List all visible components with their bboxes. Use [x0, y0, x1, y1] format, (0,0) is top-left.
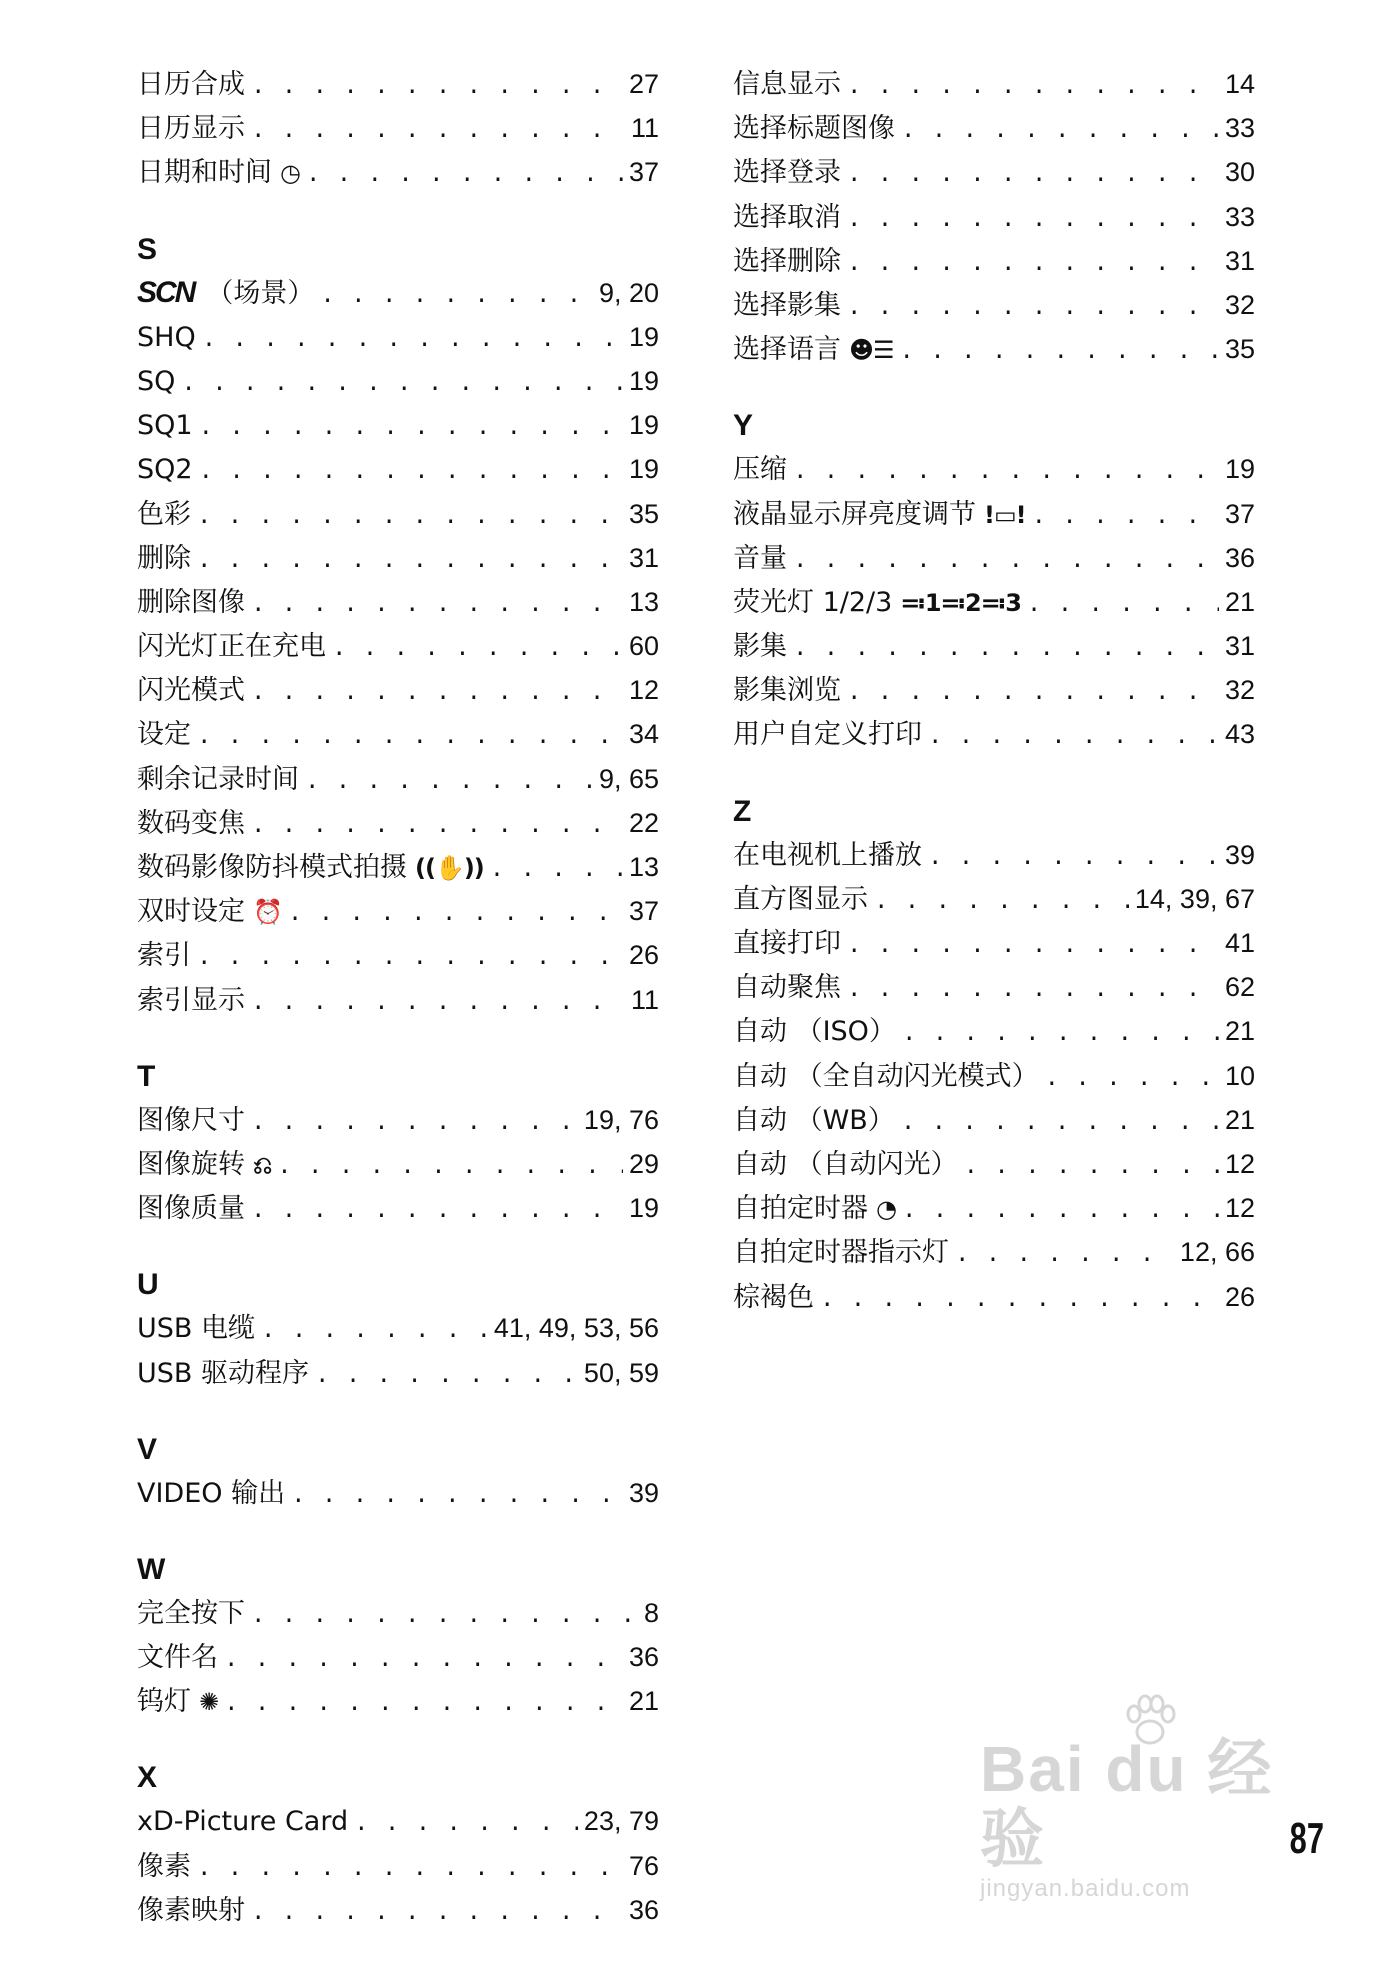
- entry-pages: 8: [643, 1597, 659, 1628]
- index-entry: [733, 712, 1255, 756]
- entry-pages: 13: [628, 586, 659, 617]
- entry-pages: 76: [628, 1850, 659, 1881]
- index-entry: [733, 921, 1255, 965]
- entry-pages: 31: [1224, 631, 1255, 662]
- index-entry: [733, 239, 1255, 283]
- dot-leader: [793, 628, 1219, 672]
- entry-term-suffix: （场景）: [206, 277, 315, 309]
- index-entry: [137, 1471, 659, 1515]
- self-timer-icon: ◔: [876, 1195, 896, 1224]
- dot-leader: [320, 275, 593, 319]
- index-entry: [137, 1635, 659, 1679]
- index-entry: [733, 1142, 1255, 1186]
- entry-pages: 14: [1224, 69, 1255, 99]
- dot-leader: [901, 1102, 1219, 1146]
- index-entry: [137, 757, 659, 801]
- index-entry: [137, 1306, 659, 1350]
- index-entry: [733, 106, 1255, 150]
- dot-leader: [354, 1803, 578, 1847]
- dot-leader: [847, 969, 1219, 1013]
- index-entry: [137, 62, 659, 106]
- index-section: [137, 1549, 659, 1724]
- entry-term: VIDEO 输出: [137, 1477, 286, 1509]
- entry-pages: 35: [628, 498, 659, 529]
- dot-leader: [288, 893, 623, 937]
- index-entry: [137, 580, 659, 624]
- entry-pages: 11: [630, 113, 659, 144]
- dot-leader: [251, 584, 623, 628]
- index-section: [137, 62, 659, 195]
- index-entry: [137, 447, 659, 491]
- dot-leader: [1032, 496, 1219, 540]
- dot-leader: [901, 110, 1219, 154]
- dot-leader: [197, 1848, 623, 1892]
- dot-leader: [847, 925, 1219, 969]
- section-letter: T: [137, 1059, 156, 1093]
- index-section: [137, 1056, 659, 1231]
- entry-term: 液晶显示屏亮度调节: [733, 498, 976, 530]
- entry-pages: 29: [628, 1148, 659, 1179]
- index-entry: [137, 536, 659, 580]
- index-entry: [137, 1142, 659, 1186]
- dot-leader: [224, 1683, 623, 1727]
- dot-leader: [315, 1355, 578, 1399]
- dot-leader: [874, 881, 1129, 925]
- entry-pages: 19: [628, 410, 659, 441]
- image-stabilizer-icon: ((✋)): [415, 854, 484, 882]
- index-entry: [733, 62, 1255, 106]
- entry-term: SQ: [137, 365, 176, 397]
- index-entry: [137, 712, 659, 756]
- dot-leader: [820, 1279, 1219, 1323]
- language-icon: ☻☰: [849, 336, 894, 365]
- fluorescent-light-icon: ≕1≕2≕3: [900, 588, 1021, 617]
- entry-pages: 33: [1224, 201, 1255, 232]
- section-letter: Z: [733, 794, 752, 828]
- index-entry: [137, 271, 659, 315]
- entry-pages: 39: [1224, 839, 1255, 870]
- entry-term: xD-Picture Card: [137, 1806, 349, 1838]
- entry-term: 选择登录: [733, 157, 841, 189]
- entry-pages: 13: [628, 852, 659, 882]
- entry-term: 自拍定时器: [733, 1193, 868, 1225]
- entry-pages: 35: [1224, 334, 1255, 365]
- entry-pages: 34: [628, 719, 659, 750]
- entry-term: 像素: [137, 1850, 191, 1882]
- entry-pages: 26: [628, 940, 659, 971]
- entry-term: SQ1: [137, 410, 193, 442]
- entry-pages: 23, 79: [583, 1806, 659, 1837]
- index-entry: [137, 845, 659, 889]
- entry-term: 数码影像防抖模式拍摄: [137, 852, 407, 883]
- dot-leader: [251, 1892, 623, 1936]
- entry-term: 压缩: [733, 454, 787, 486]
- entry-term: 自拍定时器指示灯: [733, 1237, 949, 1269]
- dot-leader: [202, 319, 623, 363]
- entry-term: 色彩: [137, 498, 191, 530]
- entry-pages: 12: [1224, 1148, 1255, 1179]
- page-number: 87: [1289, 1814, 1324, 1863]
- entry-pages: 21: [1224, 1016, 1255, 1047]
- entry-term: 选择删除: [733, 245, 841, 277]
- entry-term: 钨灯: [137, 1686, 191, 1718]
- entry-term: 选择语言: [733, 334, 841, 366]
- dot-leader: [902, 1190, 1219, 1234]
- index-entry: [733, 1054, 1255, 1098]
- entry-term: 影集浏览: [733, 675, 841, 707]
- entry-term: 自动 （自动闪光）: [733, 1148, 958, 1180]
- dot-leader: [928, 716, 1219, 760]
- dot-leader: [1027, 584, 1219, 628]
- index-entry: [733, 536, 1255, 580]
- dot-leader: [847, 199, 1219, 243]
- entry-pages: 19: [628, 454, 659, 485]
- dot-leader: [199, 407, 623, 451]
- entry-term: 文件名: [137, 1642, 218, 1674]
- entry-term: 双时设定: [137, 896, 245, 928]
- entry-term: 信息显示: [733, 69, 841, 100]
- entry-term: 影集: [733, 631, 787, 663]
- index-section: [733, 62, 1255, 371]
- dot-leader: [490, 849, 623, 893]
- entry-term: 删除图像: [137, 586, 245, 618]
- dot-leader: [332, 628, 623, 672]
- entry-pages: 19: [628, 1193, 659, 1224]
- entry-term: 在电视机上播放: [733, 839, 922, 871]
- index-entry: [137, 1799, 659, 1843]
- entry-term: 日期和时间: [137, 157, 272, 189]
- entry-pages: 41: [1224, 928, 1255, 958]
- baidu-watermark: [980, 1733, 1300, 1902]
- entry-pages: 37: [1224, 498, 1255, 529]
- entry-pages: 62: [1224, 972, 1255, 1003]
- entry-pages: 22: [628, 807, 659, 838]
- section-letter: V: [137, 1432, 158, 1466]
- dot-leader: [793, 451, 1219, 495]
- entry-term: 选择影集: [733, 289, 841, 321]
- index-entry: [733, 668, 1255, 712]
- entry-term: 自动 （全自动闪光模式）: [733, 1060, 1039, 1092]
- index-entry: [733, 447, 1255, 491]
- dot-leader: [277, 1146, 623, 1190]
- alarm-clock-icon: ⏰: [253, 898, 282, 927]
- dot-leader: [847, 66, 1219, 110]
- entry-term: 选择标题图像: [733, 113, 895, 145]
- index-entry: [733, 327, 1255, 371]
- entry-pages: 41, 49, 53, 56: [493, 1313, 659, 1344]
- entry-term: 图像旋转: [137, 1148, 245, 1180]
- index-entry: [137, 668, 659, 712]
- index-entry: [733, 195, 1255, 239]
- entry-term: 索引: [137, 940, 191, 972]
- dot-leader: [847, 154, 1219, 198]
- index-entry: [733, 580, 1255, 624]
- entry-pages: 60: [628, 631, 659, 662]
- entry-term: 日历显示: [137, 113, 245, 145]
- entry-pages: 12: [1224, 1193, 1255, 1224]
- index-section: [137, 1264, 659, 1394]
- index-entry: [733, 877, 1255, 921]
- entry-term: USB 驱动程序: [137, 1357, 310, 1389]
- dot-leader: [197, 937, 623, 981]
- index-entry: [137, 315, 659, 359]
- entry-pages: 21: [628, 1686, 659, 1717]
- entry-pages: 26: [1224, 1281, 1255, 1312]
- index-entry: [733, 624, 1255, 668]
- dot-leader: [199, 451, 623, 495]
- dot-leader: [251, 1190, 623, 1234]
- entry-term: 剩余记录时间: [137, 763, 299, 795]
- entry-pages: 10: [1224, 1060, 1255, 1091]
- entry-term: USB 电缆: [137, 1313, 256, 1345]
- entry-term: 音量: [733, 542, 787, 574]
- section-letter: S: [137, 232, 158, 266]
- entry-pages: 32: [1224, 289, 1255, 320]
- entry-term: 直接打印: [733, 928, 841, 959]
- entry-pages: 9, 65: [598, 763, 659, 794]
- dot-leader: [251, 1102, 578, 1146]
- index-entry: [137, 624, 659, 668]
- entry-pages: 32: [1224, 675, 1255, 706]
- index-section: [733, 405, 1255, 756]
- dot-leader: [261, 1310, 488, 1354]
- dot-leader: [902, 1013, 1219, 1057]
- index-entry: [137, 978, 659, 1022]
- entry-pages: 19: [1224, 454, 1255, 485]
- index-entry: [733, 492, 1255, 536]
- index-entry: [137, 1186, 659, 1230]
- dot-leader: [928, 837, 1219, 881]
- index-section: [137, 229, 659, 1022]
- dot-leader: [251, 672, 623, 716]
- index-entry: [733, 1230, 1255, 1274]
- entry-pages: 50, 59: [583, 1357, 659, 1388]
- index-entry: [137, 801, 659, 845]
- dot-leader: [1045, 1058, 1219, 1102]
- entry-pages: 37: [628, 896, 659, 927]
- entry-pages: 12, 66: [1179, 1237, 1255, 1268]
- entry-pages: 30: [1224, 157, 1255, 188]
- index-entry: [137, 1888, 659, 1932]
- entry-term: SCN: [137, 275, 195, 309]
- index-section: [137, 1757, 659, 1932]
- entry-term: 自动 （WB）: [733, 1104, 895, 1136]
- entry-term: 数码变焦: [137, 807, 245, 839]
- dot-leader: [847, 287, 1219, 331]
- dot-leader: [793, 540, 1219, 584]
- entry-term: SHQ: [137, 321, 196, 353]
- index-entry: [137, 150, 659, 194]
- entry-pages: 21: [1224, 1104, 1255, 1135]
- entry-term: 完全按下: [137, 1597, 245, 1629]
- entry-term: 索引显示: [137, 984, 245, 1016]
- section-letter: X: [137, 1761, 158, 1795]
- dot-leader: [197, 540, 623, 584]
- dot-leader: [224, 1639, 623, 1683]
- entry-term: 选择取消: [733, 201, 841, 233]
- entry-term: 闪光灯正在充电: [137, 631, 326, 663]
- entry-pages: 11: [630, 984, 659, 1015]
- entry-term: 棕褐色: [733, 1281, 814, 1313]
- index-section: [733, 791, 1255, 1319]
- index-entry: [137, 492, 659, 536]
- entry-term: 用户自定义打印: [733, 719, 922, 751]
- entry-pages: 43: [1224, 719, 1255, 750]
- entry-term: 设定: [137, 719, 191, 751]
- entry-term: 直方图显示: [733, 883, 868, 915]
- section-letter: Y: [733, 409, 754, 443]
- entry-pages: 31: [628, 542, 659, 573]
- entry-pages: 9, 20: [598, 277, 659, 308]
- index-column-right: [733, 62, 1255, 1353]
- rotate-icon: ⎌: [253, 1150, 272, 1179]
- index-entry: [137, 1844, 659, 1888]
- index-entry: [137, 1591, 659, 1635]
- paw-icon: [1122, 1694, 1178, 1750]
- index-entry: [137, 1098, 659, 1142]
- dot-leader: [251, 1595, 638, 1639]
- index-entry: [137, 106, 659, 150]
- dot-leader: [197, 496, 623, 540]
- index-entry: [137, 1679, 659, 1723]
- entry-pages: 36: [628, 1894, 659, 1925]
- entry-pages: 36: [1224, 542, 1255, 573]
- dot-leader: [251, 110, 625, 154]
- entry-pages: 31: [1224, 245, 1255, 276]
- index-entry: [733, 1098, 1255, 1142]
- dot-leader: [251, 66, 623, 110]
- index-entry: [137, 359, 659, 403]
- section-letter: U: [137, 1268, 159, 1302]
- dot-leader: [291, 1475, 623, 1519]
- dot-leader: [847, 672, 1219, 716]
- entry-pages: 27: [628, 69, 659, 99]
- entry-pages: 33: [1224, 113, 1255, 144]
- watermark-logo: Bai du 经验: [980, 1733, 1274, 1875]
- dot-leader: [955, 1234, 1174, 1278]
- index-section: [137, 1429, 659, 1515]
- index-entry: [733, 1275, 1255, 1319]
- entry-pages: 14, 39, 67: [1134, 883, 1255, 914]
- index-entry: [137, 403, 659, 447]
- entry-term: 像素映射: [137, 1894, 245, 1926]
- dot-leader: [305, 761, 593, 805]
- entry-pages: 12: [628, 675, 659, 706]
- dot-leader: [197, 716, 623, 760]
- entry-term: SQ2: [137, 454, 193, 486]
- dot-leader: [251, 982, 625, 1026]
- entry-term: 闪光模式: [137, 675, 245, 707]
- tungsten-light-icon: ✺: [199, 1688, 219, 1717]
- index-entry: [733, 1009, 1255, 1053]
- entry-term: 自动 （ISO）: [733, 1016, 896, 1048]
- dot-leader: [900, 331, 1219, 375]
- entry-pages: 19: [628, 321, 659, 352]
- index-entry: [137, 1351, 659, 1395]
- entry-pages: 39: [628, 1477, 659, 1508]
- entry-term: 荧光灯 1/2/3: [733, 586, 893, 618]
- index-column-left: [137, 62, 659, 1966]
- section-letter: W: [137, 1552, 166, 1586]
- dot-leader: [847, 243, 1219, 287]
- entry-pages: 37: [628, 157, 659, 188]
- index-entry: [137, 889, 659, 933]
- clock-icon: ◷: [280, 159, 300, 188]
- index-entry: [137, 933, 659, 977]
- entry-pages: 19, 76: [583, 1104, 659, 1135]
- dot-leader: [181, 363, 623, 407]
- entry-term: 自动聚焦: [733, 972, 841, 1004]
- dot-leader: [306, 154, 623, 198]
- dot-leader: [251, 805, 623, 849]
- index-entry: [733, 965, 1255, 1009]
- entry-term: 日历合成: [137, 69, 245, 100]
- index-entry: [733, 1186, 1255, 1230]
- index-entry: [733, 283, 1255, 327]
- entry-pages: 36: [628, 1642, 659, 1673]
- entry-pages: 21: [1224, 586, 1255, 617]
- index-entry: [733, 150, 1255, 194]
- dot-leader: [964, 1146, 1219, 1190]
- monitor-brightness-icon: !▭!: [984, 500, 1026, 529]
- entry-term: 图像质量: [137, 1193, 245, 1225]
- index-entry: [733, 833, 1255, 877]
- watermark-url: jingyan.baidu.com: [980, 1875, 1191, 1902]
- entry-term: 删除: [137, 542, 191, 574]
- entry-pages: 19: [628, 365, 659, 396]
- entry-term: 图像尺寸: [137, 1104, 245, 1136]
